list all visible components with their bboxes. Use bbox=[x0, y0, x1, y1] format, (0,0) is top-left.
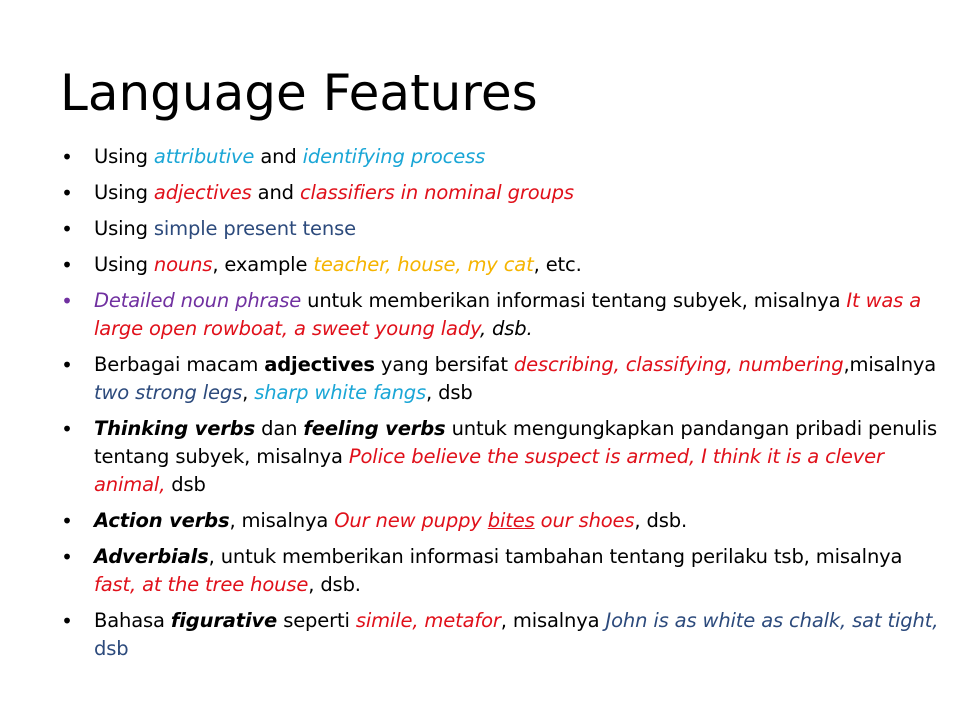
bullet-text-segment: two strong legs bbox=[94, 381, 243, 404]
bullet-text-segment: , bbox=[242, 381, 255, 404]
bullet-text-segment: Berbagai macam bbox=[94, 353, 265, 376]
bullet-text-segment: describing, classifying, numbering bbox=[513, 353, 844, 376]
bullet-text-segment: , misalnya bbox=[500, 609, 606, 632]
bullet-item bbox=[60, 179, 940, 207]
bullet-text-segment: yang bersifat bbox=[374, 353, 514, 376]
bullet-item bbox=[60, 287, 940, 343]
bullet-dot-icon: • bbox=[61, 253, 73, 277]
bullet-text-segment: Thinking verbs bbox=[94, 417, 256, 440]
bullet-text-segment: adjectives bbox=[264, 353, 375, 376]
bullet-dot-icon: • bbox=[61, 545, 73, 569]
bullet-text-segment: Police believe the suspect is armed, I think it is a clever animal, bbox=[94, 445, 884, 496]
bullet-text-segment: , dsb bbox=[426, 381, 473, 404]
bullet-text-segment: untuk memberikan informasi tentang subyek, misalnya bbox=[301, 289, 847, 312]
bullet-item bbox=[60, 351, 940, 407]
bullet-dot-icon: • bbox=[61, 509, 73, 533]
bullet-text-segment: identifying process bbox=[302, 145, 486, 168]
bullet-list bbox=[60, 143, 940, 671]
bullet-item bbox=[60, 543, 940, 599]
bullet-item bbox=[60, 415, 940, 499]
bullet-text-segment: , etc. bbox=[533, 253, 582, 276]
bullet-text-segment: , misalnya bbox=[229, 509, 335, 532]
bullet-text-segment: classifiers in nominal groups bbox=[299, 181, 574, 204]
bullet-text-segment: untuk mengungkapkan pandangan pribadi penulis tentang subyek, misalnya bbox=[94, 417, 938, 468]
bullet-text-segment: and bbox=[254, 145, 303, 168]
bullet-text-segment: Bahasa bbox=[94, 609, 171, 632]
bullet-text-segment: attributive bbox=[153, 145, 255, 168]
bullet-text-segment: feeling verbs bbox=[303, 417, 446, 440]
bullet-text-segment: ,misalnya bbox=[843, 353, 937, 376]
bullet-text-segment: our shoes bbox=[534, 509, 635, 532]
bullet-dot-icon: • bbox=[61, 145, 73, 169]
bullet-item bbox=[60, 143, 940, 171]
bullet-text-segment: Using bbox=[94, 253, 154, 276]
bullet-text-segment: teacher, house, my cat bbox=[313, 253, 534, 276]
bullet-dot-icon: • bbox=[61, 417, 73, 441]
bullet-dot-icon: • bbox=[61, 181, 73, 205]
bullet-text-segment: , dsb. bbox=[308, 573, 361, 596]
bullet-text-segment: dsb bbox=[94, 637, 129, 660]
bullet-dot-icon: • bbox=[61, 609, 73, 633]
bullet-text-segment: , dsb. bbox=[479, 317, 533, 340]
bullet-text-segment: John is as white as chalk, sat tight, bbox=[605, 609, 939, 632]
bullet-text-segment: Our new puppy bbox=[334, 509, 488, 532]
bullet-text-segment: sharp white fangs bbox=[254, 381, 427, 404]
bullet-text-segment: Detailed noun phrase bbox=[94, 289, 302, 312]
bullet-text-segment: , untuk memberikan informasi tambahan tentang perilaku tsb, misalnya bbox=[208, 545, 903, 568]
bullet-item bbox=[60, 607, 940, 663]
bullet-text-segment: bites bbox=[487, 509, 535, 532]
bullet-item bbox=[60, 215, 940, 243]
bullet-text-segment: fast, at the tree house bbox=[94, 573, 309, 596]
bullet-text-segment: Using bbox=[94, 217, 154, 240]
bullet-text-segment: nouns bbox=[153, 253, 213, 276]
bullet-item bbox=[60, 251, 940, 279]
bullet-text-segment: , example bbox=[212, 253, 314, 276]
bullet-text-segment: , dsb. bbox=[634, 509, 688, 532]
bullet-text-segment: Using bbox=[94, 145, 154, 168]
bullet-text-segment: Action verbs bbox=[94, 509, 230, 532]
bullet-text-segment: dan bbox=[255, 417, 304, 440]
bullet-text-segment: Adverbials bbox=[94, 545, 209, 568]
slide-title: Language Features bbox=[60, 64, 538, 122]
bullet-text-segment: adjectives bbox=[153, 181, 252, 204]
bullet-dot-icon: • bbox=[61, 217, 73, 241]
bullet-text-segment: simple present tense bbox=[153, 217, 356, 240]
bullet-dot-icon: • bbox=[61, 353, 73, 377]
bullet-text-segment: and bbox=[251, 181, 300, 204]
bullet-text-segment: Using bbox=[94, 181, 154, 204]
bullet-text-segment: dsb bbox=[165, 473, 206, 496]
bullet-dot-icon: • bbox=[61, 289, 73, 313]
bullet-item bbox=[60, 507, 940, 535]
bullet-text-segment: seperti bbox=[277, 609, 356, 632]
bullet-text-segment: figurative bbox=[170, 609, 278, 632]
bullet-text-segment: simile, metafor bbox=[355, 609, 501, 632]
bullet-text-segment: It was a large open rowboat, a sweet young lady bbox=[94, 289, 922, 340]
